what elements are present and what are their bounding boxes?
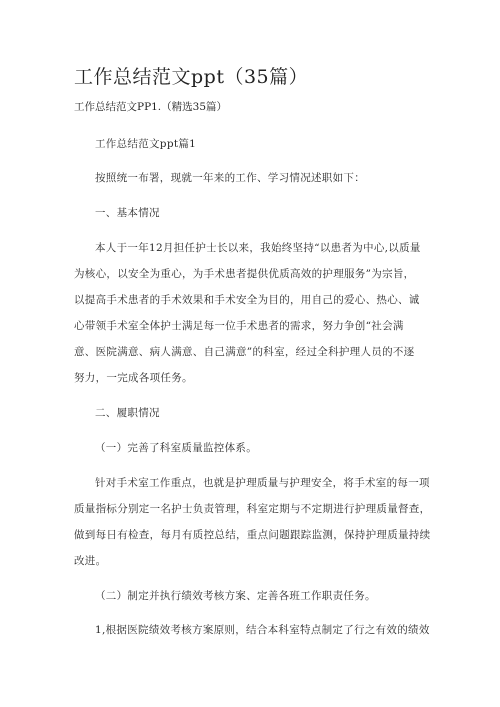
heading-basic-situation: 一、基本情况 (95, 207, 160, 219)
paragraph-line: 本人于一年12月担任护士长以来，我始终坚持“以患者为中心,以质量 (95, 242, 421, 254)
paragraph-line: 针对手术室工作重点，也就是护理质量与护理安全，将手术室的每一项 (95, 477, 430, 489)
paragraph-line: 意、医院满意、病人满意、自己满意”的科室，经过全科护理人员的不逐 (74, 346, 415, 358)
paragraph-line: 以提高手术患者的手术效果和手术安全为目的，用自己的爱心、热心、诚 (74, 294, 420, 306)
document-title: 工作总结范文ppt（35篇） (74, 66, 309, 88)
heading-duty-performance: 二、履职情况 (95, 407, 160, 419)
section-title: 工作总结范文ppt篇1 (95, 138, 197, 150)
paragraph-line: 努力，一完成各项任务。 (74, 372, 193, 384)
paragraph-line: 做到每日有检查，每月有质控总结，重点问题跟踪监测，保持护理质量持续 (74, 529, 431, 541)
paragraph-line: 为核心，以安全为重心，为手术患者提供优质高效的护理服务”为宗旨， (74, 268, 415, 280)
paragraph-line: 质量指标分别定一名护士负责管理，科室定期与不定期进行护理质量督查， (74, 503, 431, 515)
paragraph-line: 1,根据医院绩效考核方案原则，结合本科室特点制定了行之有效的绩效 (95, 624, 430, 636)
sub-heading-performance: （二）制定并执行绩效考核方案、定善各班工作职责任务。 (95, 590, 376, 602)
paragraph-line: 改进。 (74, 555, 107, 567)
document-subtitle: 工作总结范文PP1.（精选35篇） (74, 101, 228, 113)
paragraph-line: 心带领手术室全体护士满足每一位手术患者的需求，努力争创“社会满 (74, 320, 404, 332)
sub-heading-quality: （一）完善了科室质量监控体系。 (95, 442, 257, 454)
intro-text: 按照统一布署，现就一年来的工作、学习情况述职如下： (95, 172, 365, 184)
